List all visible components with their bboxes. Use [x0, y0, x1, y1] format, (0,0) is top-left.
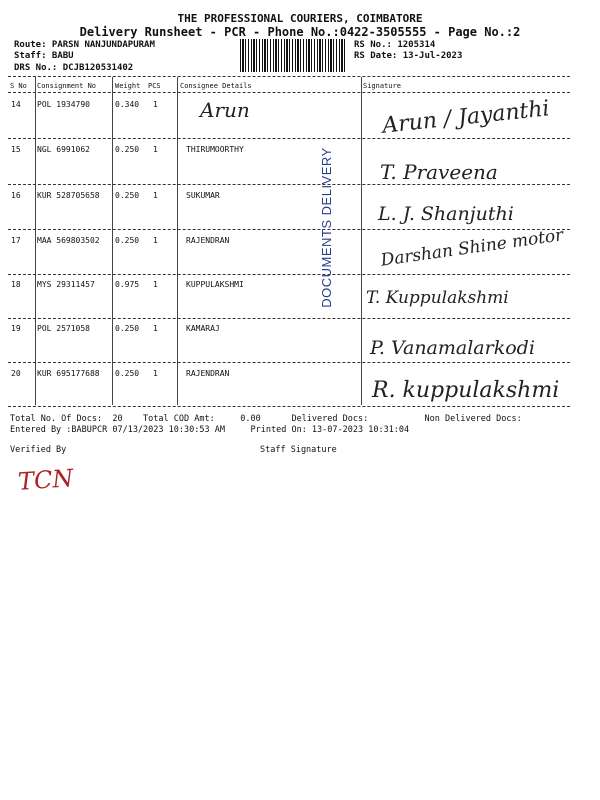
row-consignee: SUKUMAR: [186, 191, 220, 200]
row-rule: [8, 274, 570, 275]
row-sno: 14: [11, 100, 21, 109]
row-consignee: RAJENDRAN: [186, 369, 230, 378]
row-consignee: KUPPULAKSHMI: [186, 280, 244, 289]
row-pcs: 1: [153, 324, 158, 333]
stamp-text: DOCUMENTS DELIVERY: [319, 147, 334, 308]
entered-by-line: Entered By :BABUPCR 07/13/2023 10:30:53 AM Printed On: 13-07-2023 10:31:04: [10, 425, 410, 435]
table-header-rule: [8, 92, 570, 93]
row-sno: 17: [11, 236, 21, 245]
handwritten-consignee: Arun: [200, 98, 250, 122]
row-signature: T. Praveena: [380, 160, 498, 184]
row-pcs: 1: [153, 145, 158, 154]
row-weight: 0.340: [115, 100, 140, 109]
row-pcs: 1: [153, 369, 158, 378]
rs-date: RS Date: 13-Jul-2023: [354, 51, 463, 61]
row-consignment: POL 1934790: [37, 100, 90, 109]
row-signature: P. Vanamalarkodi: [370, 337, 535, 359]
col-header-consignment: Consignment No: [37, 82, 97, 90]
totals-line: Total No. Of Docs: 20 Total COD Amt: 0.00 Delivered Docs: Non Delivered Docs:: [10, 414, 522, 424]
row-signature: R. kuppulakshmi: [372, 378, 560, 403]
company-name: THE PROFESSIONAL COURIERS, COIMBATORE: [177, 12, 423, 25]
row-weight: 0.975: [115, 280, 140, 289]
table-top-rule: [8, 76, 570, 77]
row-weight: 0.250: [115, 324, 140, 333]
row-rule: [8, 184, 570, 185]
col-header-signature: Signature: [363, 82, 401, 90]
row-consignee: THIRUMOORTHY: [186, 145, 244, 154]
row-signature: T. Kuppulakshmi: [366, 288, 509, 308]
col-divider: [112, 77, 113, 405]
verifier-initials: TCN: [17, 464, 75, 496]
row-rule: [8, 362, 570, 363]
row-weight: 0.250: [115, 369, 140, 378]
row-rule: [8, 229, 570, 230]
row-sno: 19: [11, 324, 21, 333]
col-header-sno: S No: [10, 82, 27, 90]
row-sno: 20: [11, 369, 21, 378]
row-consignee: RAJENDRAN: [186, 236, 230, 245]
row-weight: 0.250: [115, 191, 140, 200]
row-rule: [8, 138, 570, 139]
row-pcs: 1: [153, 236, 158, 245]
col-header-weight: Weight: [115, 82, 141, 90]
drs-number: DRS No.: DCJB120531402: [14, 63, 134, 73]
row-weight: 0.250: [115, 236, 140, 245]
staff-signature-label: Staff Signature: [260, 445, 337, 455]
row-sno: 15: [11, 145, 21, 154]
row-consignment: MAA 569803502: [37, 236, 100, 245]
row-pcs: 1: [153, 100, 158, 109]
staff-label: Staff: BABU: [14, 51, 74, 61]
documents-delivery-stamp: [312, 147, 342, 315]
barcode: [240, 39, 345, 72]
row-sno: 16: [11, 191, 21, 200]
row-consignment: MYS 29311457: [37, 280, 95, 289]
row-consignment: POL 2571058: [37, 324, 90, 333]
row-weight: 0.250: [115, 145, 140, 154]
verified-by-label: Verified By: [10, 445, 67, 455]
route-label: Route: PARSN NANJUNDAPURAM: [14, 40, 155, 50]
row-pcs: 1: [153, 191, 158, 200]
row-signature: Arun / Jayanthi: [381, 96, 551, 139]
row-pcs: 1: [153, 280, 158, 289]
runsheet-title: Delivery Runsheet - PCR - Phone No.:0422-3505555 - Page No.:2: [79, 25, 521, 39]
row-consignee: KAMARAJ: [186, 324, 220, 333]
row-consignment: KUR 695177688: [37, 369, 100, 378]
table-bottom-rule: [8, 406, 570, 407]
col-divider: [35, 77, 36, 405]
row-rule: [8, 318, 570, 319]
row-consignment: KUR 528705658: [37, 191, 100, 200]
row-sno: 18: [11, 280, 21, 289]
row-consignment: NGL 6991062: [37, 145, 90, 154]
col-divider: [177, 77, 178, 405]
row-signature: Darshan Shine motor: [379, 225, 565, 271]
col-header-pcs: PCS: [148, 82, 161, 90]
row-signature: L. J. Shanjuthi: [378, 203, 514, 225]
col-header-consignee: Consignee Details: [180, 82, 252, 90]
rs-number: RS No.: 1205314: [354, 40, 436, 50]
col-divider: [361, 77, 362, 405]
